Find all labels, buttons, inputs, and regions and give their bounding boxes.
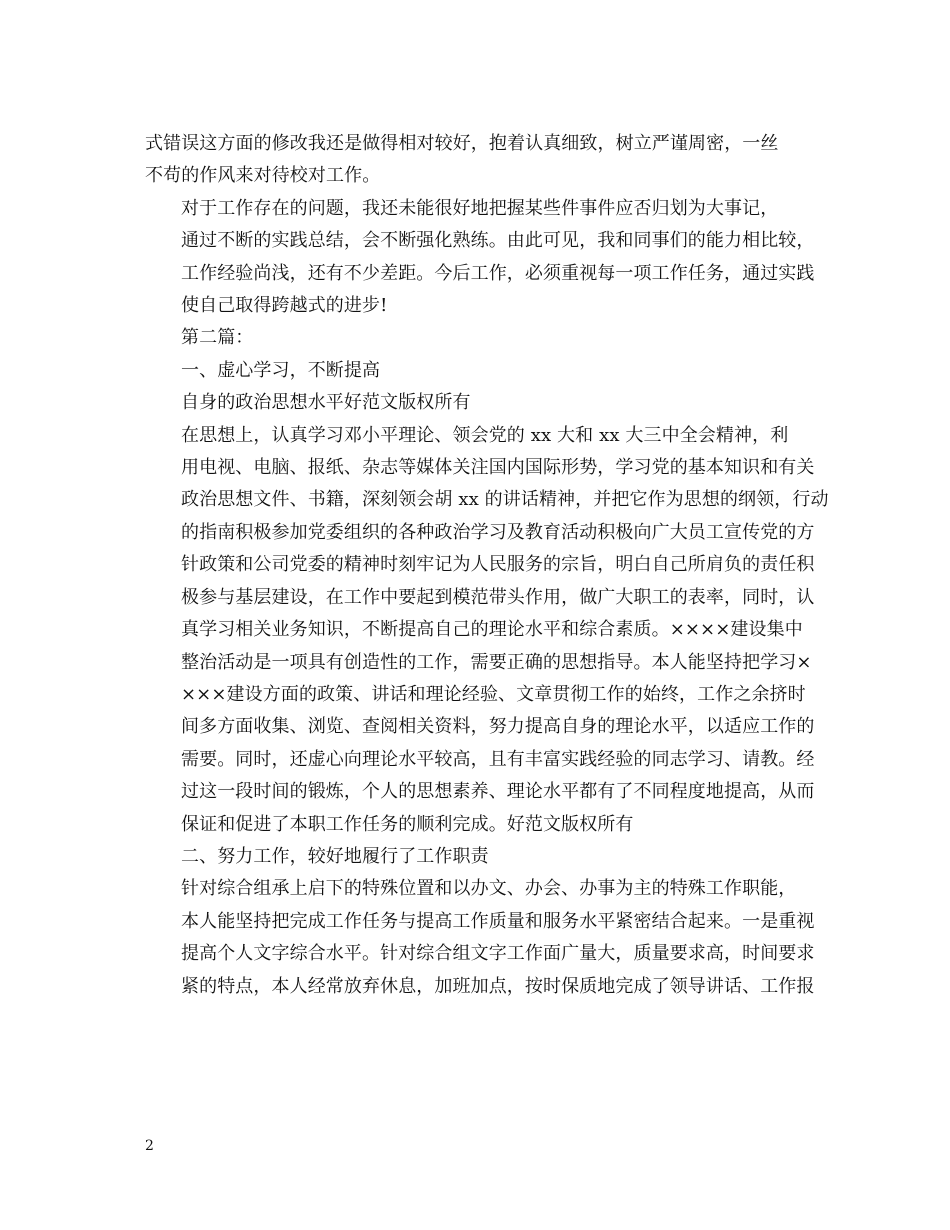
text-line: 提高个人文字综合水平。针对综合组文字工作面广量大，质量要求高，时间要求 — [181, 943, 815, 965]
paragraph — [145, 387, 805, 419]
paragraph — [145, 193, 815, 323]
text-line: 针政策和公司党委的精神时刻牢记为人民服务的宗旨，明白自己所肩负的责任积 — [181, 554, 815, 576]
paragraph — [145, 355, 805, 387]
paragraph — [145, 322, 805, 354]
text-line: 政治思想文件、书籍，深刻领会胡 xx 的讲话精神，并把它作为思想的纲领，行动 — [181, 489, 829, 511]
text-line: 不苟的作风来对待校对工作。 — [145, 165, 381, 187]
text-line: 自身的政治思想水平好范文版权所有 — [181, 392, 471, 414]
text-line: 工作经验尚浅，还有不少差距。今后工作，必须重视每一项工作任务，通过实践 — [181, 262, 815, 284]
text-line: 第二篇： — [181, 327, 254, 349]
text-line: ×××建设方面的政策、讲话和理论经验、文章贯彻工作的始终，工作之余挤时 — [181, 683, 806, 705]
paragraph — [145, 841, 805, 873]
paragraph — [145, 873, 815, 1003]
text-line: 对于工作存在的问题，我还未能很好地把握某些件事件应否归划为大事记， — [181, 197, 779, 219]
text-line: 真学习相关业务知识，不断提高自己的理论水平和综合素质。××××建设集中 — [181, 619, 803, 641]
text-line: 整治活动是一项具有创造性的工作，需要正确的思想指导。本人能坚持把学习× — [181, 651, 812, 673]
text-line: 过这一段时间的锻炼，个人的思想素养、理论水平都有了不同程度地提高，从而 — [181, 781, 815, 803]
text-line: 间多方面收集、浏览、查阅相关资料，努力提高自身的理论水平，以适应工作的 — [181, 716, 815, 738]
text-line: 式错误这方面的修改我还是做得相对较好，抱着认真细致，树立严谨周密，一丝 — [145, 133, 779, 154]
text-line: 通过不断的实践总结，会不断强化熟练。由此可见，我和同事们的能力相比较， — [181, 230, 815, 252]
page-number: 2 — [145, 1138, 154, 1154]
text-line: 用电视、电脑、报纸、杂志等媒体关注国内国际形势，学习党的基本知识和有关 — [181, 457, 815, 479]
text-line: 极参与基层建设，在工作中要起到模范带头作用，做广大职工的表率，同时，认 — [181, 586, 815, 608]
document-body — [145, 128, 829, 1003]
text-line: 一、虚心学习，不断提高 — [181, 359, 381, 381]
text-line: 保证和促进了本职工作任务的顺利完成。好范文版权所有 — [181, 813, 634, 835]
paragraph — [145, 128, 805, 193]
text-line: 二、努力工作，较好地履行了工作职责 — [181, 845, 489, 867]
text-line: 针对综合组承上启下的特殊位置和以办文、办会、办事为主的特殊工作职能， — [181, 878, 797, 900]
paragraph — [145, 420, 829, 841]
text-line: 需要。同时，还虚心向理论水平较高，且有丰富实践经验的同志学习、请教。经 — [181, 748, 815, 770]
text-line: 本人能坚持把完成工作任务与提高工作质量和服务水平紧密结合起来。一是重视 — [181, 910, 815, 932]
text-line: 在思想上，认真学习邓小平理论、领会党的 xx 大和 xx 大三中全会精神，利 — [181, 424, 789, 446]
text-line: 紧的特点，本人经常放弃休息，加班加点，按时保质地完成了领导讲话、工作报 — [181, 975, 815, 997]
text-line: 使自己取得跨越式的进步! — [181, 295, 388, 317]
text-line: 的指南积极参加党委组织的各种政治学习及教育活动积极向广大员工宣传党的方 — [181, 521, 815, 543]
